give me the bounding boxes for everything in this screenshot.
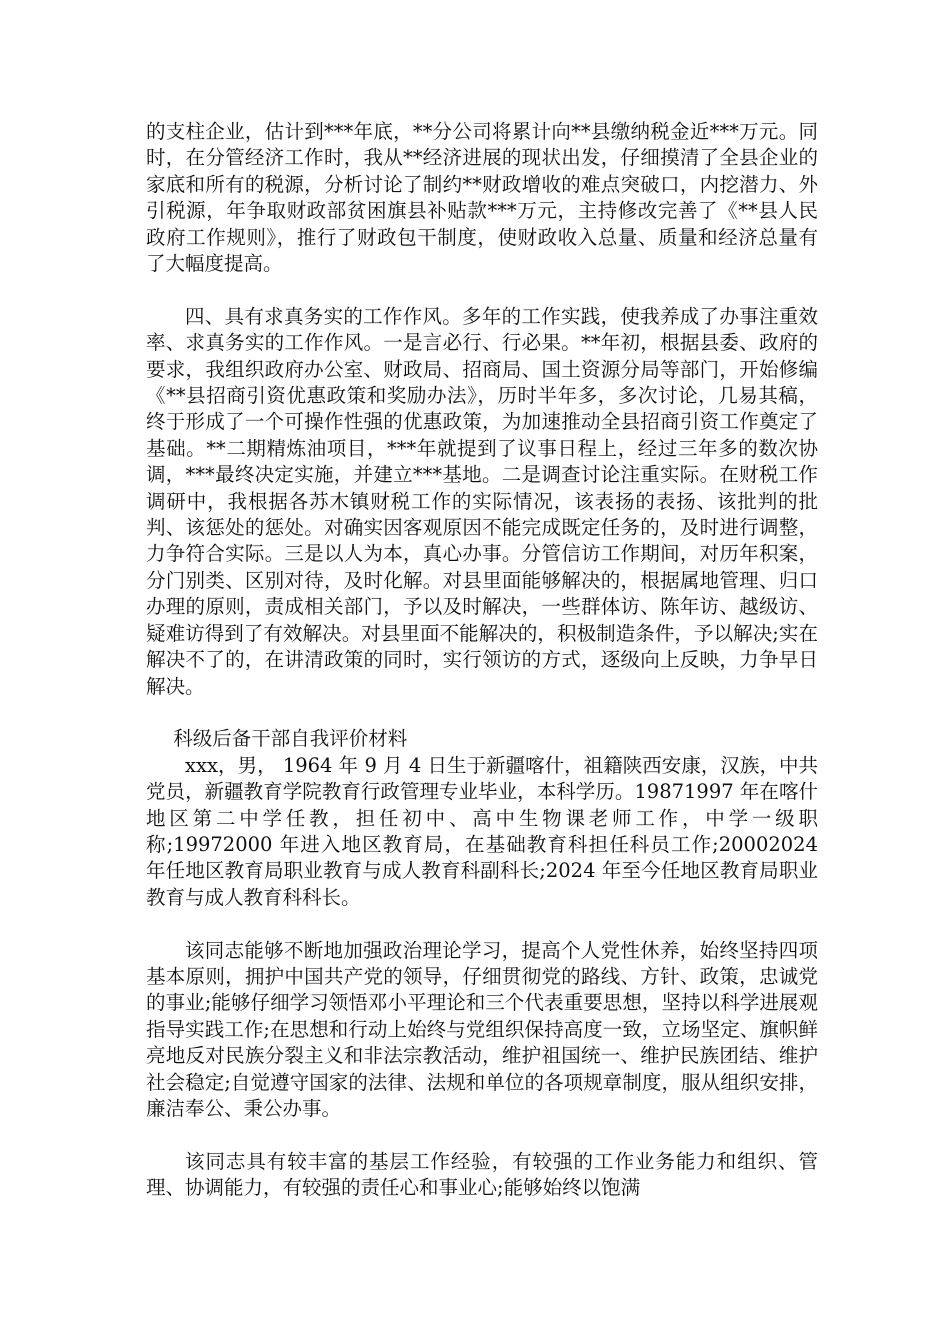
paragraph-political-quality: 该同志能够不断地加强政治理论学习，提高个人党性休养，始终坚持四项基本原则，拥护中国共产党的领导，仔细贯彻党的路线、方针、政策，忠诚党的事业;能够仔细学习领悟邓小平理论和三个代表重要思想，坚持以科学进展观指导实践工作;在思想和行动上始终与党组织保持高度一致，立场坚定、旗帜鲜亮地反对民族分裂主义和非法宗教活动，维护祖国统一、维护民族团结、维护社会稳定;自觉遵守国家的法律、法规和单位的各项规章制度，服从组织安排，廉洁奉公、秉公办事。 [146, 938, 818, 1120]
paragraph-continuation: 的支柱企业，估计到***年底，**分公司将累计向**县缴纳税金近***万元。同时，在分管经济工作时，我从**经济进展的现状出发，仔细摸清了全县企业的家底和所有的税源，分析讨论了制约**财政增收的难点突破口，内挖潜力、外引税源，年争取财政部贫困旗县补贴款***万元，主持修改完善了《**县人民政府工作规则》，推行了财政包干制度，使财政收入总量、质量和经济总量有了大幅度提高。 [146, 120, 818, 276]
section-title: 科级后备干部自我评价材料 [173, 727, 408, 751]
paragraph-work-experience: 该同志具有较丰富的基层工作经验，有较强的工作业务能力和组织、管理、协调能力，有较强的责任心和事业心;能够始终以饱满 [146, 1149, 818, 1200]
document-body [146, 119, 818, 1202]
paragraph-spacer [146, 911, 818, 937]
paragraph-spacer [146, 277, 818, 303]
paragraph-biography: xxx，男， 1964 年 9 月 4 日生于新疆喀什，祖籍陕西安康，汉族，中共党员，新疆教育学院教育行政管理专业毕业，本科学历。19871997 年在喀什地区第二中学任教，担任初中、高中生物课老师工作，中学一级职称;19972000 年进入地区教育局，在基础教育科担任科员工作;20002024 年任地区教育局职业教育与成人教育科副科长;2024 年至今任地区教育局职业教育与成人教育科科长。 [146, 753, 818, 909]
paragraph-spacer [146, 700, 818, 726]
paragraph-spacer [146, 1122, 818, 1148]
paragraph-work-style: 四、具有求真务实的工作作风。多年的工作实践，使我养成了办事注重效率、求真务实的工作作风。一是言必行、行必果。**年初，根据县委、政府的要求，我组织政府办公室、财政局、招商局、国土资源分局等部门，开始修编《**县招商引资优惠政策和奖励办法》，历时半年多，多次讨论，几易其稿，终于形成了一个可操作性强的优惠政策，为加速推动全县招商引资工作奠定了基础。**二期精炼油项目，***年就提到了议事日程上，经过三年多的数次协调，***最终决定实施，并建立***基地。二是调查讨论注重实际。在财税工作调研中，我根据各苏木镇财税工作的实际情况，该表扬的表扬、该批判的批判、该惩处的惩处。对确实因客观原因不能完成既定任务的，及时进行调整，力争符合实际。三是以人为本，真心办事。分管信访工作期间，对历年积案，分门别类、区别对待，及时化解。对县里面能够解决的，根据属地管理、归口办理的原则，责成相关部门，予以及时解决，一些群体访、陈年访、越级访、疑难访得到了有效解决。对县里面不能解决的，积极制造条件，予以解决;实在解决不了的，在讲清政策的同时，实行领访的方式，逐级向上反映，力争早日解决。 [146, 304, 818, 698]
